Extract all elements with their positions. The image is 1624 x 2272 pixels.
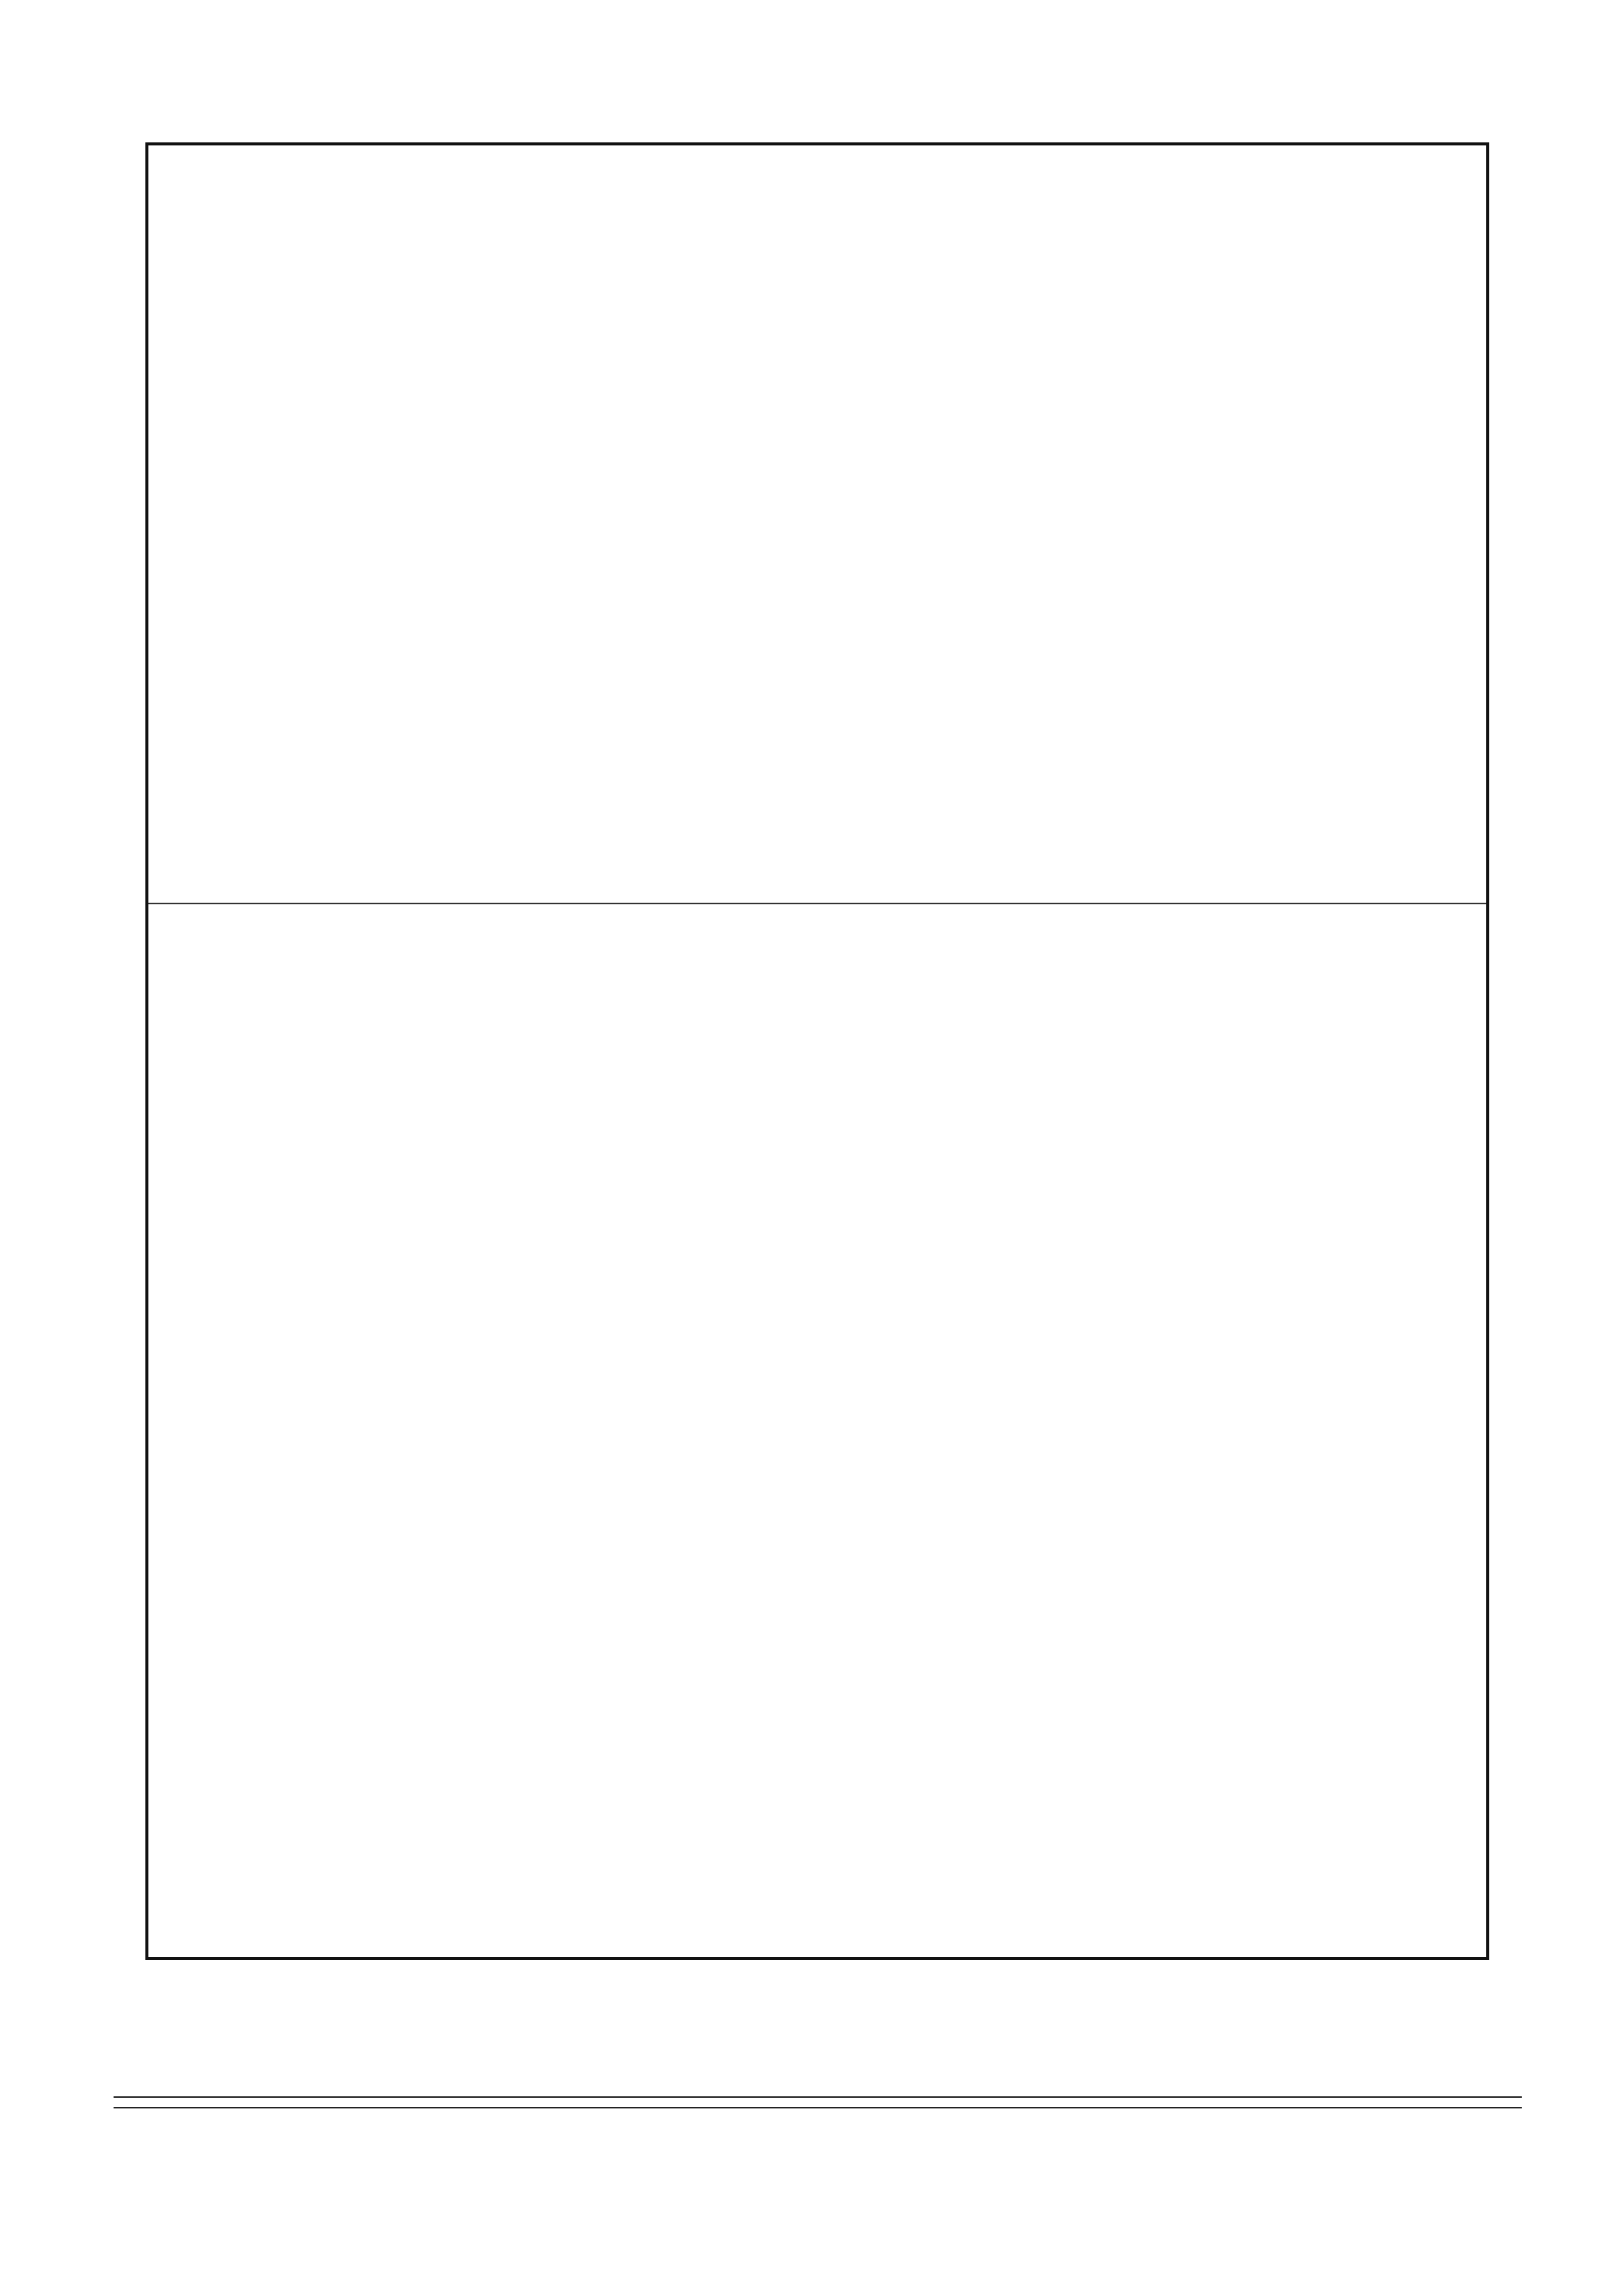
lower-text-block bbox=[167, 919, 1473, 1949]
bottom-rule bbox=[114, 2107, 1522, 2108]
upper-text-block bbox=[167, 162, 1473, 894]
text-frame bbox=[145, 142, 1489, 1960]
block-divider bbox=[148, 903, 1486, 904]
bottom-rule bbox=[114, 2096, 1522, 2098]
page-margin bbox=[1503, 198, 1556, 1978]
